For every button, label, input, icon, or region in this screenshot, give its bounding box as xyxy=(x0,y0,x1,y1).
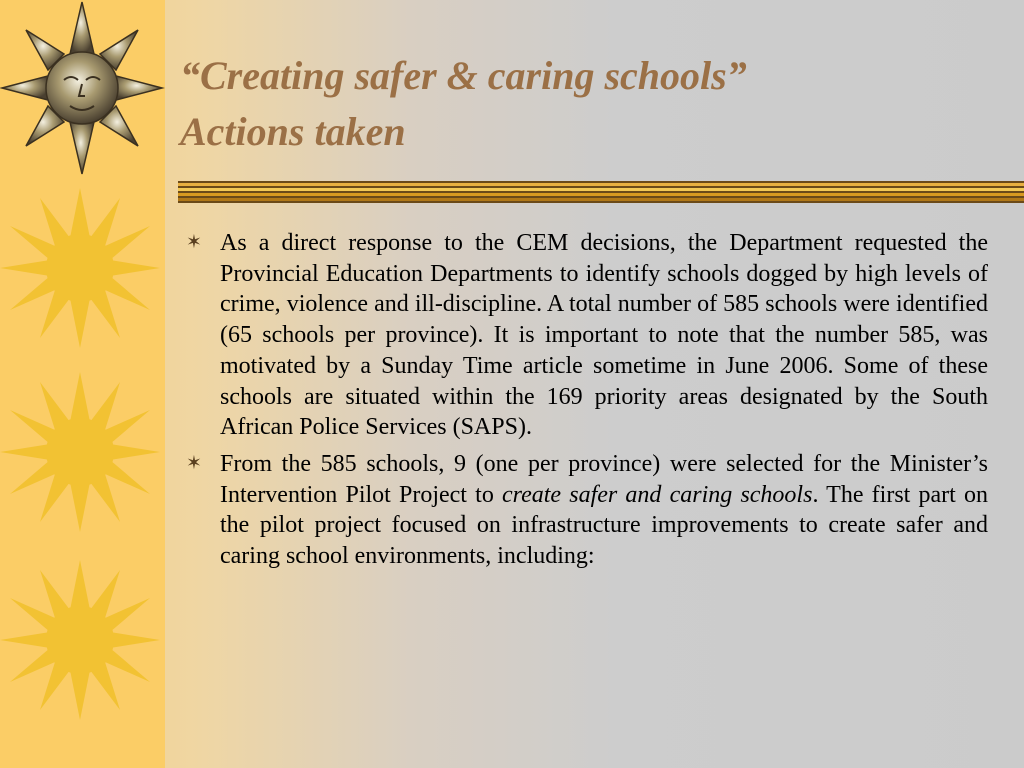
bullet-item xyxy=(186,228,988,443)
bullet-text: As a direct response to the CEM decisions, the Department requested the Provincial Education Departments to identify schools dogged by high levels of crime, violence and ill-discipline. A total number of 585 schools were identified (65 schools per province). It is important to note that the number 585, was motivated by a Sunday Time article sometime in June 2006. Some of these schools are situated within the 169 priority areas designated by the South African Police Services (SAPS). xyxy=(220,230,988,441)
title-divider xyxy=(178,181,1024,203)
slide-body xyxy=(186,228,988,578)
slide-title xyxy=(180,48,1000,160)
sun-icon xyxy=(0,188,160,348)
metallic-sun-face-icon xyxy=(2,2,162,174)
bullet-text-end: . The first part on the pilot project focused on infrastructure improvements to create safer and caring school environments, including: xyxy=(220,481,988,570)
sun-icon xyxy=(0,372,160,532)
bullet-item xyxy=(186,449,988,572)
bullet-text-italic: create safer and caring schools xyxy=(502,481,813,508)
sun-icon xyxy=(0,560,160,720)
title-line-1: “Creating safer & caring schools” xyxy=(180,53,747,98)
decorative-sidebar xyxy=(0,0,165,768)
star-bullet-icon: ✶ xyxy=(186,452,202,474)
star-bullet-icon: ✶ xyxy=(186,232,202,253)
title-line-2: Actions taken xyxy=(180,109,406,154)
sun-decorations xyxy=(0,0,165,768)
bullet-text-start: From the 585 schools, 9 (one per province) were selected for the Minister’s Intervention Pilot Project to xyxy=(220,450,988,508)
